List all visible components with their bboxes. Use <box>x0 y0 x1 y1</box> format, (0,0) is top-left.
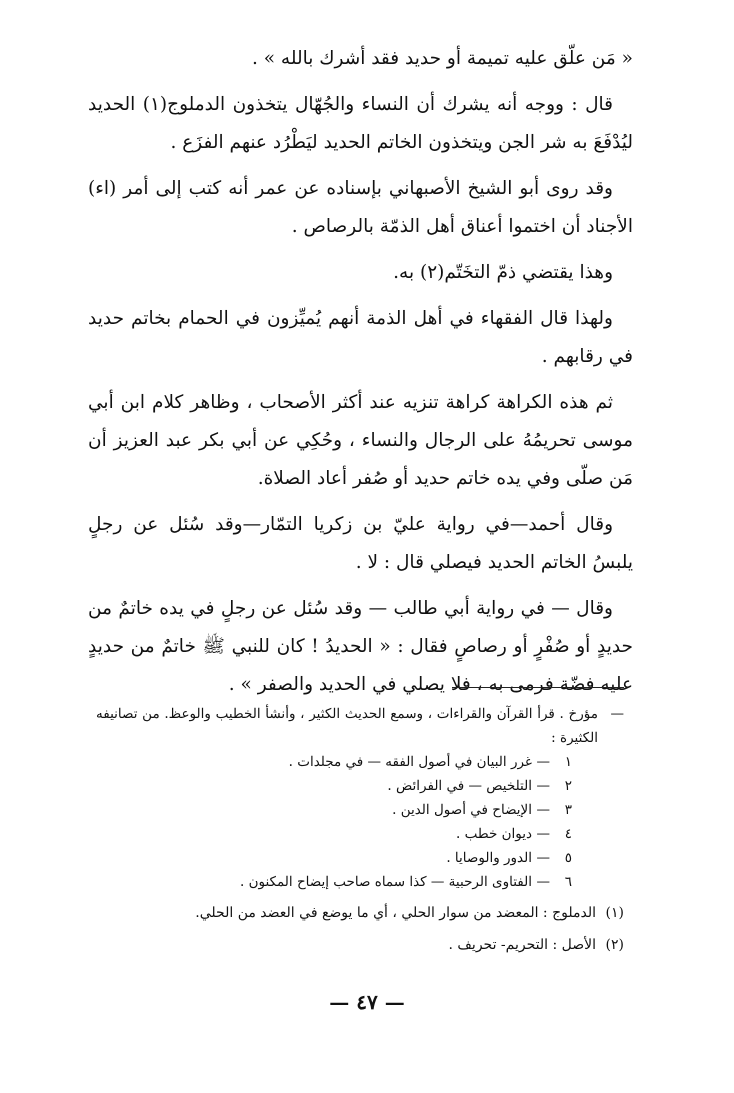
work-title: الدور والوصايا . <box>446 850 532 866</box>
paragraph-5: ثم هذه الكراهة كراهة تنزيه عند أكثر الأصحاب ، وظاهر كلام ابن أبي موسى تحريمُهُ على الرجال والنساء ، وحُكِي عن أبي بكر عبد العزيز أن مَن صلّى وفي يده خاتم حديد أو صُفر أعاد الصلاة. <box>88 392 633 489</box>
biography-continuation <box>96 702 624 750</box>
works-list <box>96 750 624 894</box>
work-title: الفتاوى الرحبية — كذا سماه صاحب إيضاح المكنون . <box>239 874 532 890</box>
work-dash: — <box>536 826 550 842</box>
main-text <box>88 40 633 704</box>
work-dash: — <box>536 778 550 794</box>
work-number: ٢ <box>564 778 572 794</box>
list-item <box>96 750 572 774</box>
paragraph-3: وهذا يقتضي ذمّ التخَتّم(٢) به. <box>393 262 613 283</box>
footnote-text: الدملوج : المعضد من سوار الحلي ، أي ما يوضع في العضد من الحلي. <box>195 905 596 921</box>
quote-line: « مَن علّق عليه تميمة أو حديد فقد أشرك بالله » . <box>251 48 633 69</box>
list-item <box>96 870 572 894</box>
work-number: ٥ <box>564 850 572 866</box>
paragraph-7: وقال — في رواية أبي طالب — وقد سُئل عن رجلٍ في يده خاتمٌ من حديدٍ أو صُفْرٍ أو رصاصٍ فقال : « الحديدُ ! كان للنبي ﷺ خاتمٌ من حديدٍ عليه فضّة فرمى به ، فلا يصلي في الحديد والصفر » . <box>88 598 633 695</box>
work-number: ٣ <box>564 802 572 818</box>
work-dash: — <box>536 874 550 890</box>
list-item <box>96 846 572 870</box>
continuation-text: مؤرخ . قرأ القرآن والقراءات ، وسمع الحديث الكثير ، وأنشأ الخطيب والوعظ. من تصانيفه الكثيرة : <box>96 706 598 746</box>
work-title: الإيضاح في أصول الدين . <box>392 802 532 818</box>
work-number: ٤ <box>564 826 572 842</box>
footnotes-section <box>96 702 624 958</box>
footnote-2 <box>96 932 624 958</box>
work-dash: — <box>536 802 550 818</box>
work-dash: — <box>536 754 550 770</box>
paragraph-6: وقال أحمد—في رواية عليّ بن زكريا التمّار—وقد سُئل عن رجلٍ يلبسُ الخاتم الحديد فيصلي قال : لا . <box>88 514 633 573</box>
page-number: — ٤٧ — <box>329 990 405 1014</box>
work-dash: — <box>536 850 550 866</box>
list-item <box>96 822 572 846</box>
footnote-mark: (٢) <box>605 937 624 953</box>
paragraph-1: قال : ووجه أنه يشرك أن النساء والجُهّال يتخذون الدملوج(١) الحديد ليُدْفَعَ به شر الجن ويتخذون الخاتم الحديد ليَطْرُد عنهم الفزَع . <box>88 94 633 153</box>
work-title: ديوان خطب . <box>456 826 532 842</box>
footnote-1 <box>96 900 624 926</box>
paragraph-4: ولهذا قال الفقهاء في أهل الذمة أنهم يُميِّزون في الحمام بخاتم حديد في رقابهم . <box>88 308 633 367</box>
work-title: التلخيص — في الفرائض . <box>387 778 532 794</box>
list-item <box>96 774 572 798</box>
footnote-divider <box>452 687 624 688</box>
work-number: ٦ <box>564 874 572 890</box>
work-number: ١ <box>564 754 572 770</box>
paragraph-2: وقد روى أبو الشيخ الأصبهاني بإسناده عن عمر أنه كتب إلى أمر (اء) الأجناد أن اختموا أعناق أهل الذمّة بالرصاص . <box>88 178 633 237</box>
list-item <box>96 798 572 822</box>
footnote-mark: (١) <box>605 905 624 921</box>
footnote-text: الأصل : التحريم- تحريف . <box>448 937 596 953</box>
work-title: غرر البيان في أصول الفقه — في مجلدات . <box>288 754 532 770</box>
continuation-dash: — <box>610 706 624 722</box>
